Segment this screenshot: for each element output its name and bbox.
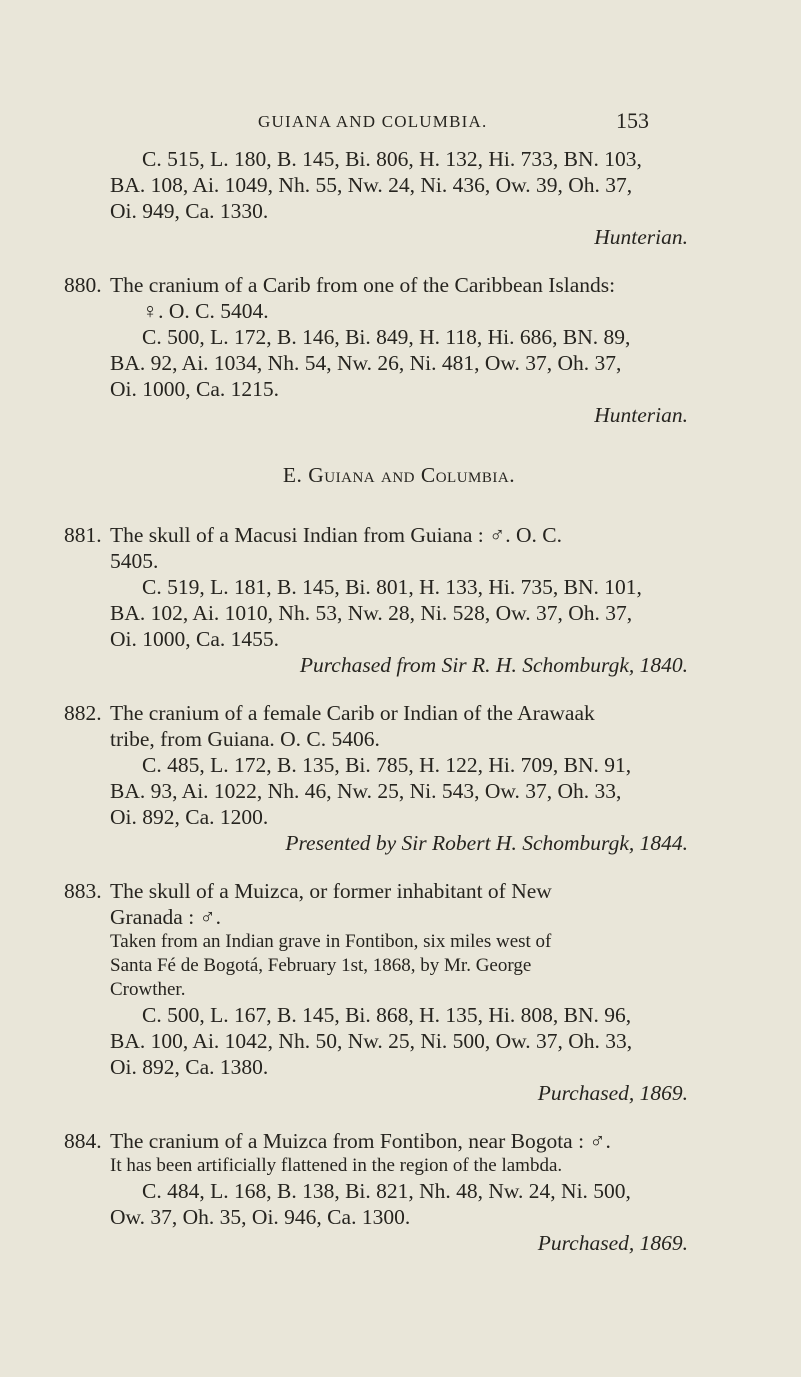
entry-number: 883. [64,879,102,903]
page-body [64,146,688,1256]
entry-source: Purchased from Sir R. H. Schomburgk, 1840. [299,653,688,677]
page-number: 153 [616,108,649,133]
entry-title: The cranium of a Muizca from Fontibon, near Bogota : ♂. [110,1129,611,1153]
measurement-line: Oi. 892, Ca. 1380. [110,1055,269,1079]
entry-note: Taken from an Indian grave in Fontibon, six miles west of [110,931,552,952]
entry-number: 881. [64,523,102,547]
section-heading: E. Guiana and Columbia. [282,463,516,487]
entry-title: tribe, from Guiana. O. C. 5406. [110,727,380,751]
measurement-line: Oi. 892, Ca. 1200. [110,805,269,829]
catalogue-entry [64,1128,688,1256]
measurement-line: C. 500, L. 167, B. 145, Bi. 868, H. 135, Hi. 808, BN. 96, [142,1003,632,1027]
measurement-line: Ow. 37, Oh. 35, Oi. 946, Ca. 1300. [110,1205,411,1229]
measurement-line: C. 519, L. 181, B. 145, Bi. 801, H. 133, Hi. 735, BN. 101, [142,575,642,599]
entry-title: 5405. [110,549,159,573]
entry-source: Purchased, 1869. [537,1231,688,1255]
measurement-line: BA. 108, Ai. 1049, Nh. 55, Nw. 24, Ni. 436, Ow. 39, Oh. 37, [110,173,633,197]
entry-source: Hunterian. [594,225,688,249]
running-head: GUIANA AND COLUMBIA. [258,112,488,131]
measurement-line: BA. 100, Ai. 1042, Nh. 50, Nw. 25, Ni. 500, Ow. 37, Oh. 33, [110,1029,633,1053]
entry-source: Hunterian. [594,403,688,427]
catalogue-entry [64,272,688,428]
measurement-line: BA. 93, Ai. 1022, Nh. 46, Nw. 25, Ni. 543, Ow. 37, Oh. 33, [110,779,622,803]
entry-number: 880. [64,273,102,297]
measurement-line: Oi. 949, Ca. 1330. [110,199,269,223]
entry-title: The cranium of a female Carib or Indian of the Arawaak [110,701,595,725]
measurement-line: Oi. 1000, Ca. 1455. [110,627,280,651]
entry-source: Purchased, 1869. [537,1081,688,1105]
entry-number: 882. [64,701,102,725]
entry-title: ♀. O. C. 5404. [142,299,269,323]
catalogue-entry [64,522,688,678]
measurement-line: BA. 102, Ai. 1010, Nh. 53, Nw. 28, Ni. 528, Ow. 37, Oh. 37, [110,601,633,625]
measurement-line: Oi. 1000, Ca. 1215. [110,377,280,401]
entry-note: It has been artificially flattened in the region of the lambda. [110,1155,563,1176]
measurement-line: C. 485, L. 172, B. 135, Bi. 785, H. 122, Hi. 709, BN. 91, [142,753,632,777]
entry-number: 884. [64,1129,102,1153]
entry-title: The skull of a Muizca, or former inhabitant of New [110,879,552,903]
entry-title: The skull of a Macusi Indian from Guiana : ♂. O. C. [110,523,563,547]
entry-title: Granada : ♂. [110,905,222,929]
entry-title: The cranium of a Carib from one of the Caribbean Islands: [110,273,616,297]
continued-entry [110,146,688,250]
catalogue-entry [64,700,688,856]
measurement-line: C. 500, L. 172, B. 146, Bi. 849, H. 118, Hi. 686, BN. 89, [142,325,631,349]
page-header [0,108,801,138]
entry-note: Crowther. [110,979,186,1000]
measurement-line: BA. 92, Ai. 1034, Nh. 54, Nw. 26, Ni. 481, Ow. 37, Oh. 37, [110,351,622,375]
measurement-line: C. 515, L. 180, B. 145, Bi. 806, H. 132, Hi. 733, BN. 103, [142,147,642,171]
entry-note: Santa Fé de Bogotá, February 1st, 1868, by Mr. George [110,955,532,976]
entry-source: Presented by Sir Robert H. Schomburgk, 1844. [285,831,688,855]
measurement-line: C. 484, L. 168, B. 138, Bi. 821, Nh. 48, Nw. 24, Ni. 500, [142,1179,631,1203]
catalogue-entry [64,878,688,1106]
